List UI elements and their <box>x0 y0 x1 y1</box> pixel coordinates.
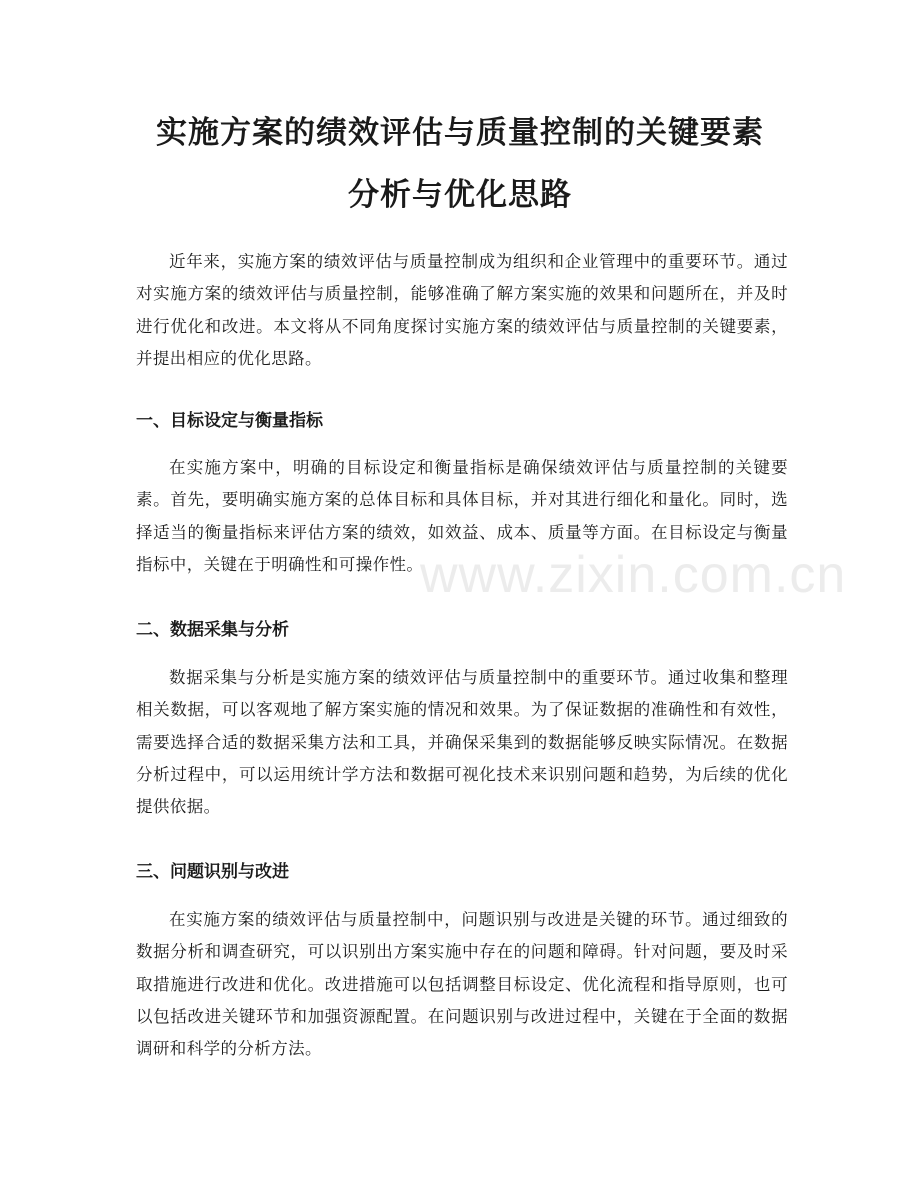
section-heading-1: 一、目标设定与衡量指标 <box>136 411 323 431</box>
section-body-3: 在实施方案的绩效评估与质量控制中，问题识别与改进是关键的环节。通过细致的数据分析和调查研究，可以识别出方案实施中存在的问题和障碍。针对问题，要及时采取措施进行改进和优化。改进措施可以包括调整目标设定、优化流程和指导原则，也可以包括改进关键环节和加强资源配置。在问题识别与改进过程中，关键在于全面的数据调研和科学的分析方法。 <box>136 910 788 1059</box>
watermark-text: www.zixin.com.cn <box>420 546 847 604</box>
document-title-line-2: 分析与优化思路 <box>348 177 572 213</box>
intro-paragraph: 近年来，实施方案的绩效评估与质量控制成为组织和企业管理中的重要环节。通过对实施方案的绩效评估与质量控制，能够准确了解方案实施的效果和问题所在，并及时进行优化和改进。本文将从不同角度探讨实施方案的绩效评估与质量控制的关键要素，并提出相应的优化思路。 <box>136 252 788 368</box>
section-body-1: 在实施方案中，明确的目标设定和衡量指标是确保绩效评估与质量控制的关键要素。首先，要明确实施方案的总体目标和具体目标，并对其进行细化和量化。同时，选择适当的衡量指标来评估方案的绩效，如效益、成本、质量等方面。在目标设定与衡量指标中，关键在于明确性和可操作性。 <box>136 458 788 574</box>
section-heading-3: 三、问题识别与改进 <box>136 862 289 882</box>
section-body-2: 数据采集与分析是实施方案的绩效评估与质量控制中的重要环节。通过收集和整理相关数据，可以客观地了解方案实施的情况和效果。为了保证数据的准确性和有效性，需要选择合适的数据采集方法和工具，并确保采集到的数据能够反映实际情况。在数据分析过程中，可以运用统计学方法和数据可视化技术来识别问题和趋势，为后续的优化提供依据。 <box>136 668 788 817</box>
document-title-line-1: 实施方案的绩效评估与质量控制的关键要素 <box>156 115 764 151</box>
section-heading-2: 二、数据采集与分析 <box>136 620 289 640</box>
